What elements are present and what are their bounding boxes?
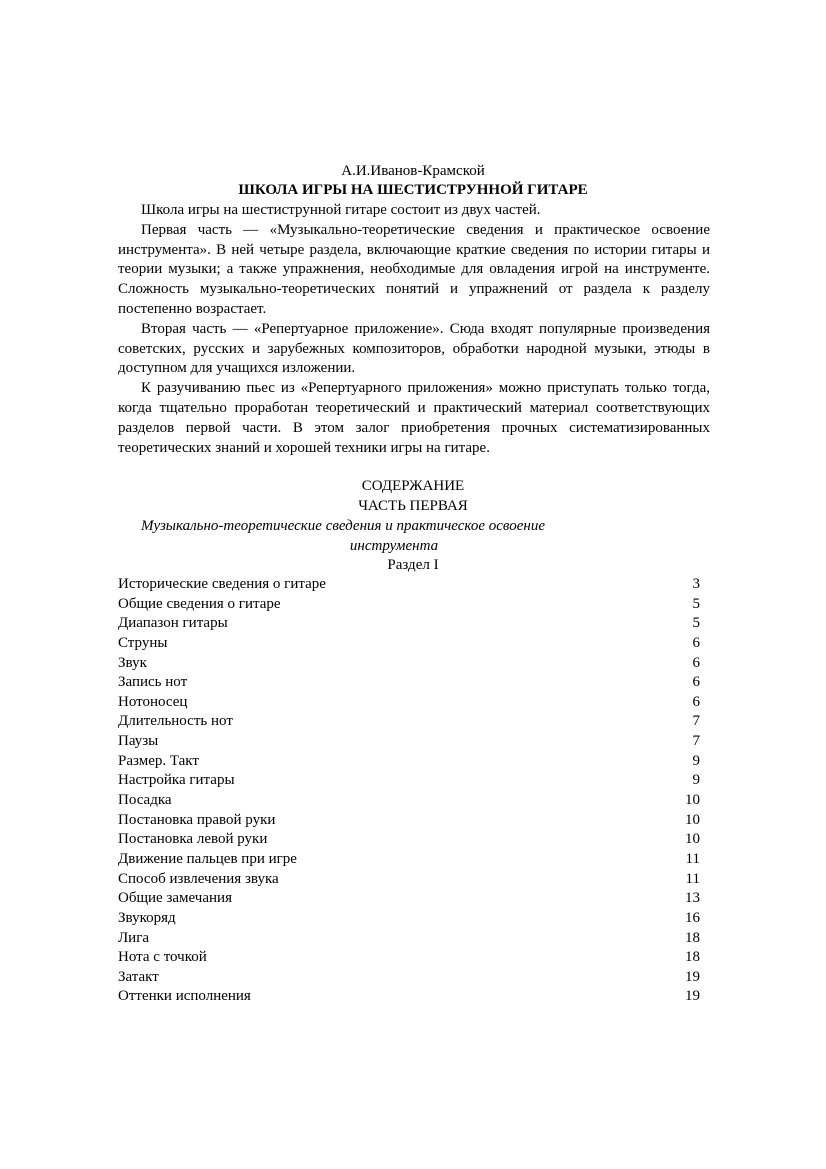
contents-item-title: Исторические сведения о гитаре (118, 576, 326, 592)
contents-item (118, 850, 700, 870)
contents-item-page: 11 (685, 850, 700, 867)
contents-item-title: Размер. Такт (118, 752, 199, 769)
contents-item (118, 693, 700, 713)
contents-item-page: 10 (685, 831, 700, 848)
contents-item (118, 870, 700, 890)
part-subtitle-line: инструмента (349, 538, 439, 554)
part-subtitle-line: Музыкально-теоретические сведения и практическое освоение (141, 518, 545, 534)
contents-item-page: 18 (685, 929, 700, 946)
contents-item-page: 5 (692, 615, 700, 632)
contents-item (118, 929, 700, 949)
contents-item-page: 6 (692, 674, 700, 691)
intro-text (118, 201, 710, 458)
contents-item-title: Диапазон гитары (118, 615, 228, 632)
contents-item (118, 948, 700, 968)
contents-item (118, 752, 700, 772)
contents-item (118, 654, 700, 674)
contents-item-page: 9 (692, 772, 700, 789)
contents-item-title: Струны (118, 634, 168, 651)
contents-item (118, 909, 700, 929)
contents-item-page: 3 (692, 576, 700, 592)
contents-item (118, 811, 700, 831)
contents-item (118, 987, 700, 1007)
contents-item (118, 968, 700, 988)
contents-item (118, 614, 700, 634)
contents-heading: СОДЕРЖАНИЕ (361, 478, 465, 494)
contents-item (118, 595, 700, 615)
contents-item-title: Звукоряд (118, 909, 176, 926)
contents-item (118, 732, 700, 752)
contents-item-title: Лига (118, 929, 150, 946)
contents-item-page: 16 (685, 909, 700, 926)
contents-item-title: Затакт (118, 968, 159, 985)
contents-item (118, 712, 700, 732)
contents-item-page: 19 (685, 968, 700, 985)
contents-item-title: Постановка левой руки (118, 831, 268, 848)
contents-item (118, 889, 700, 909)
contents-list (118, 575, 700, 1007)
contents-item (118, 634, 700, 654)
contents-item-page: 19 (685, 988, 700, 1005)
contents-item-title: Нотоносец (118, 693, 188, 710)
contents-item-title: Общие замечания (118, 890, 232, 907)
contents-item-page: 10 (685, 811, 700, 828)
part-heading: ЧАСТЬ ПЕРВАЯ (358, 498, 468, 514)
contents-item-title: Постановка правой руки (118, 811, 276, 828)
contents-item-title: Длительность нот (118, 713, 233, 730)
author-name: А.И.Иванов-Крамской (341, 163, 485, 179)
contents-item (118, 771, 700, 791)
contents-item-page: 6 (692, 634, 700, 651)
intro-paragraph: Первая часть — «Музыкально-теоретические сведения и практическое освоение инструмента». В ней четыре раздела, включающие краткие сведения по истории гитары и теории музыки; а также упражнения, необходимые для овладения игрой на инструменте. Сложность музыкально-теоретических понятий и упражнений от раздела к разделу постепенно возрастает. (118, 221, 710, 317)
contents-item-title: Запись нот (118, 674, 188, 691)
contents-item-title: Нота с точкой (118, 949, 207, 966)
intro-paragraph: К разучиванию пьес из «Репертуарного приложения» можно приступать только тогда, когда тщательно проработан теоретический и практический материал соответствующих разделов первой части. В этом залог приобретения прочных систематизированных теоретических знаний и хорошей техники игры на гитаре. (118, 380, 710, 456)
contents-item-title: Оттенки исполнения (118, 988, 251, 1005)
contents-item-page: 7 (692, 713, 700, 730)
contents-item-page: 6 (692, 693, 700, 710)
contents-item-title: Общие сведения о гитаре (118, 595, 281, 612)
contents-item-title: Посадка (118, 792, 172, 809)
contents-item-page: 6 (692, 654, 700, 671)
contents-item-page: 9 (692, 752, 700, 769)
contents-item-title: Настройка гитары (118, 772, 235, 789)
intro-paragraph: Школа игры на шестиструнной гитаре состоит из двух частей. (141, 202, 541, 218)
part-subtitle (118, 516, 710, 556)
contents-item-title: Движение пальцев при игре (118, 850, 297, 867)
contents-item (118, 575, 700, 595)
contents-item-page: 5 (692, 595, 700, 612)
contents-item (118, 830, 700, 850)
book-title: ШКОЛА ИГРЫ НА ШЕСТИСТРУННОЙ ГИТАРЕ (238, 182, 588, 198)
contents-item-title: Паузы (118, 733, 159, 750)
contents-item (118, 673, 700, 693)
contents-item (118, 791, 700, 811)
intro-paragraph: Вторая часть — «Репертуарное приложение». Сюда входят популярные произведения советских, русских и зарубежных композиторов, обработки народной музыки, этюды в доступном для учащихся изложении. (118, 320, 710, 377)
contents-item-page: 13 (685, 890, 700, 907)
contents-item-title: Звук (118, 654, 147, 671)
contents-item-page: 10 (685, 792, 700, 809)
section-heading: Раздел I (387, 557, 439, 573)
contents-item-page: 18 (685, 949, 700, 966)
contents-item-page: 7 (692, 733, 700, 750)
contents-item-title: Способ извлечения звука (118, 870, 279, 887)
contents-item-page: 11 (685, 870, 700, 887)
